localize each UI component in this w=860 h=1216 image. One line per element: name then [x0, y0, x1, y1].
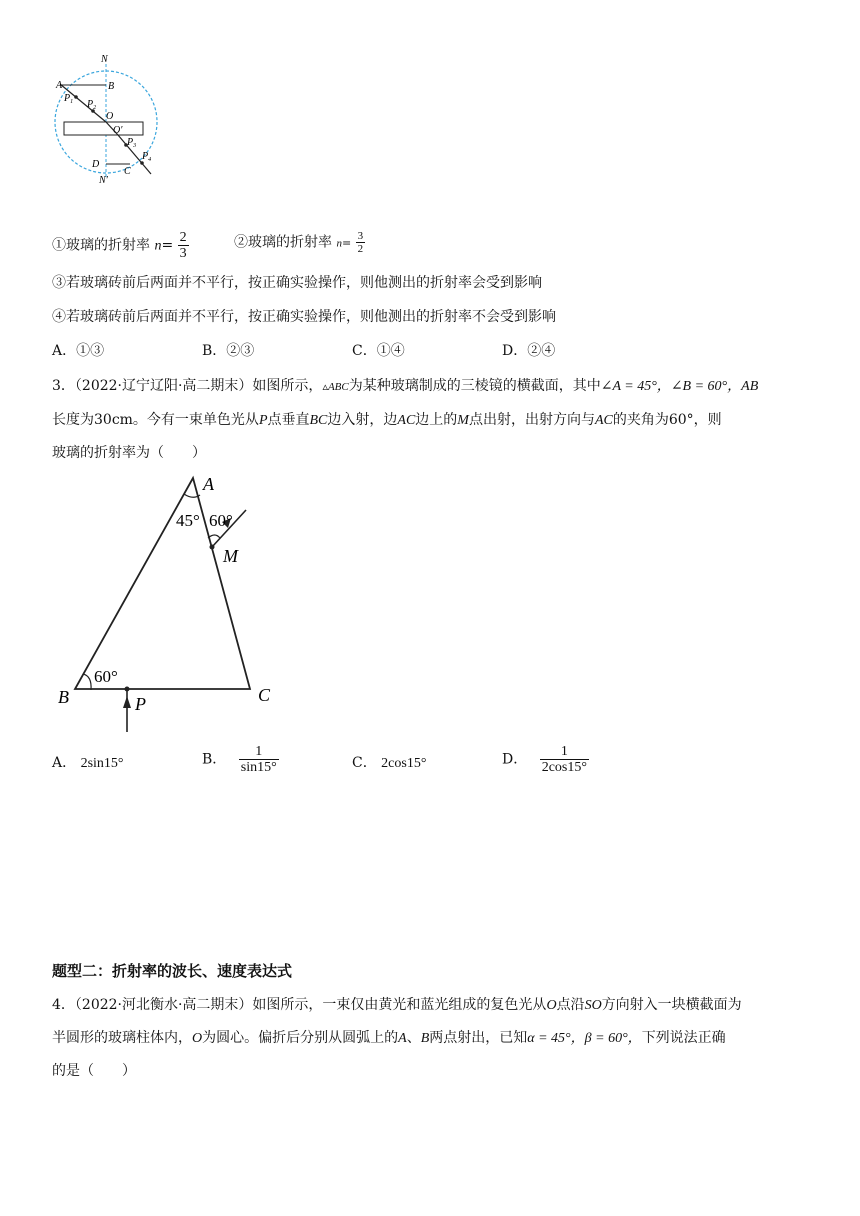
vertex-label-a: A: [203, 474, 214, 494]
point-label-p: P: [135, 694, 146, 714]
q4-so: SO: [584, 998, 602, 1013]
q3-choice-a[interactable]: [52, 753, 124, 774]
q3-angle-b: ∠B = 60°，: [670, 379, 742, 394]
label-O-prime: O′: [113, 125, 123, 136]
q2-choice-a-letter: A．: [52, 343, 77, 359]
pin-p1: [74, 95, 78, 99]
label-P1: $P_1$: [64, 93, 74, 105]
label-N-prime: N′: [99, 175, 108, 186]
q4-o: O: [546, 998, 557, 1013]
label-C: C: [124, 166, 131, 177]
q3-stem-line-3: 玻璃的折射率为（ ）: [52, 445, 206, 461]
q3-stem-line-1: [52, 376, 758, 397]
q3-bc: BC: [309, 413, 328, 428]
q3-choice-d[interactable]: [502, 744, 589, 775]
q2-option-1-eq: =: [161, 237, 174, 254]
angle-label-b: 60°: [94, 667, 118, 686]
q2-choice-d[interactable]: [502, 341, 555, 361]
q2-option-2: [234, 230, 365, 255]
angle-label-a: 45°: [176, 511, 200, 530]
q2-option-2-den: 2: [357, 243, 364, 255]
refraction-experiment-figure: [48, 52, 168, 188]
q3-choice-a-text: 2sin15°: [80, 756, 124, 771]
label-P4: $P_4$: [142, 151, 152, 163]
q3-m: M: [457, 413, 469, 428]
q3-choice-b-den: sin15°: [240, 760, 277, 775]
q4-stem-text-6: 、: [406, 1030, 421, 1046]
q2-option-1: [52, 230, 189, 261]
q3-choice-c[interactable]: [352, 753, 426, 774]
q2-option-2-n: n: [336, 237, 342, 250]
q4-stem-line-3: 的是（ ）: [52, 1063, 136, 1079]
q3-angle-a: ∠A = 45°，: [600, 379, 671, 394]
label-P3: $P_3$: [127, 137, 137, 149]
q3-choice-d-num: 1: [560, 744, 568, 759]
label-A: A: [56, 80, 63, 91]
q4-stem-line-2: [52, 1028, 726, 1049]
label-P2: $P_2$: [87, 99, 97, 111]
label-N: N: [101, 54, 108, 65]
q4-a: A: [398, 1031, 407, 1046]
q3-source: 3．（2022·辽宁辽阳·高二期末）如图所示，: [52, 378, 323, 394]
q3-choice-d-letter: D．: [502, 751, 528, 768]
q3-stem-text-1: 为某种玻璃制成的三棱镜的横截面，其中: [348, 378, 601, 394]
q3-stem-line-2: [52, 410, 722, 431]
label-O: O: [106, 111, 114, 122]
q4-stem-text-1: 4．（2022·河北衡水·高二期末）如图所示，一束仅由黄光和蓝光组成的复色光从: [52, 997, 547, 1013]
q3-stem-text-7: 的夹角为60°，则: [612, 412, 722, 428]
ray-arrow-p: [123, 696, 131, 708]
q2-choice-c[interactable]: [352, 341, 405, 361]
q3-p: P: [258, 413, 268, 428]
q4-stem-text-5: 为圆心。偏折后分别从圆弧上的: [202, 1030, 399, 1046]
vertex-label-b: B: [58, 687, 69, 707]
q2-option-1-fraction: [178, 230, 189, 261]
q4-o-2: O: [192, 1031, 203, 1046]
q4-beta: β = 60°，: [584, 1031, 642, 1046]
q4-stem-text-8: 下列说法正确: [641, 1030, 726, 1046]
vertex-label-c: C: [258, 685, 271, 705]
q4-stem-text-7: 两点射出，已知: [429, 1030, 528, 1046]
q2-option-1-text: ①玻璃的折射率: [52, 237, 150, 254]
q2-option-4: ④若玻璃砖前后两面并不平行，按正确实验操作，则他测出的折射率不会受到影响: [52, 309, 556, 325]
q3-stem-text-5: 边上的: [415, 412, 458, 428]
q3-triangle-symbol: ▵ABC: [322, 381, 349, 393]
q2-choice-d-letter: D．: [502, 343, 528, 359]
q2-choice-a-text: ①③: [76, 343, 105, 359]
angle-arc-b: [83, 674, 91, 690]
q2-option-2-eq: =: [341, 236, 352, 250]
q2-option-1-den: 3: [179, 246, 187, 261]
q3-choice-c-text: 2cos15°: [381, 756, 427, 771]
q3-choice-d-fraction: [540, 744, 589, 775]
q2-choice-b-text: ②③: [226, 343, 255, 359]
label-D: D: [92, 159, 100, 170]
q2-choice-c-letter: C．: [352, 343, 377, 359]
q3-ac: AC: [397, 413, 416, 428]
q2-option-2-num: 3: [357, 230, 364, 242]
q3-ab: AB: [741, 379, 759, 394]
q3-stem-text-6: 点出射，出射方向与: [468, 412, 595, 428]
q3-stem-text-3: 点垂直: [267, 412, 310, 428]
q3-stem-text-2: 长度为30cm。今有一束单色光从: [52, 412, 259, 428]
q4-stem-text-3: 方向射入一块横截面为: [601, 997, 742, 1013]
point-label-m: M: [223, 546, 238, 566]
q3-choice-d-den: 2cos15°: [541, 760, 587, 775]
q3-ac-2: AC: [594, 413, 613, 428]
point-p: [125, 687, 130, 692]
q3-prism-figure: [50, 470, 290, 738]
q2-option-1-n: n: [154, 238, 162, 254]
triangle-abc: [75, 478, 250, 689]
q4-stem-text-4: 半圆形的玻璃柱体内，: [52, 1030, 192, 1046]
q3-choice-a-letter: A．: [52, 755, 77, 771]
q3-choice-c-letter: C．: [352, 755, 377, 771]
q3-choice-b-fraction: [239, 744, 279, 775]
q2-option-1-num: 2: [179, 230, 187, 245]
section-heading: 题型二：折射率的波长、速度表达式: [52, 962, 293, 980]
q4-b: B: [420, 1031, 430, 1046]
q2-choice-d-text: ②④: [527, 343, 556, 359]
angle-label-m: 60°: [209, 511, 233, 530]
q3-choice-b-num: 1: [255, 744, 263, 759]
q4-stem-line-1: [52, 995, 742, 1016]
q2-choice-b-letter: B．: [202, 343, 227, 359]
q2-choice-b[interactable]: [202, 341, 254, 361]
q3-choice-b[interactable]: [202, 744, 279, 775]
point-m: [210, 545, 215, 550]
q2-option-2-fraction: [356, 230, 366, 255]
q3-stem-text-4: 边入射，边: [327, 412, 398, 428]
q2-option-2-text: ②玻璃的折射率: [234, 234, 332, 251]
q2-choice-c-text: ①④: [376, 343, 405, 359]
glass-block: [64, 122, 143, 135]
q3-choice-b-letter: B．: [202, 751, 227, 768]
q2-option-3: ③若玻璃砖前后两面并不平行，按正确实验操作，则他测出的折射率会受到影响: [52, 275, 542, 291]
label-B: B: [108, 81, 115, 92]
q4-alpha: α = 45°，: [527, 1031, 585, 1046]
q2-choice-a[interactable]: [52, 341, 104, 361]
q4-stem-text-2: 点沿: [556, 997, 585, 1013]
